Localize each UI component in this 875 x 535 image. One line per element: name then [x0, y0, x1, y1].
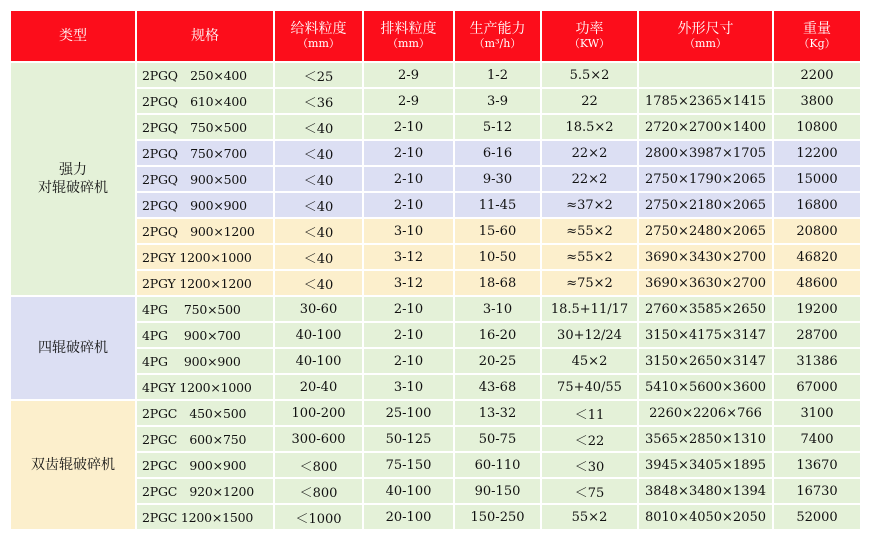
table-row	[11, 505, 860, 529]
dimensions-cell: 2750×2480×2065	[639, 219, 772, 243]
capacity-cell: 150-250	[455, 505, 540, 529]
capacity-cell: 11-45	[455, 193, 540, 217]
capacity-cell: 13-32	[455, 401, 540, 425]
model-cell: 2PGQ 250×400	[137, 63, 273, 87]
power-cell: 5.5×2	[542, 63, 637, 87]
feed-size-cell: 100-200	[275, 401, 362, 425]
capacity-cell: 1-2	[455, 63, 540, 87]
model-cell: 2PGC 920×1200	[137, 479, 273, 503]
feed-size-cell: ＜40	[275, 219, 362, 243]
feed-size-cell: ＜40	[275, 115, 362, 139]
dimensions-cell: 2800×3987×1705	[639, 141, 772, 165]
header-feed-size: 给料粒度 （mm）	[275, 11, 362, 61]
table-row	[11, 375, 860, 399]
capacity-cell: 6-16	[455, 141, 540, 165]
crusher-type-label: 对辊破碎机	[38, 180, 108, 196]
capacity-cell: 3-10	[455, 297, 540, 321]
power-cell: ≈37×2	[542, 193, 637, 217]
capacity-cell: 20-25	[455, 349, 540, 373]
weight-cell: 48600	[774, 271, 860, 295]
dimensions-cell: 3565×2850×1310	[639, 427, 772, 451]
header-power: 功率 （KW）	[542, 11, 637, 61]
weight-cell: 67000	[774, 375, 860, 399]
table-row	[11, 63, 860, 87]
model-cell: 2PGC 1200×1500	[137, 505, 273, 529]
feed-size-cell: ＜40	[275, 193, 362, 217]
power-cell: 22	[542, 89, 637, 113]
dimensions-cell	[639, 63, 772, 87]
discharge-size-cell: 2-10	[364, 115, 453, 139]
weight-cell: 13670	[774, 453, 860, 477]
power-cell: ≈55×2	[542, 245, 637, 269]
dimensions-cell: 3150×4175×3147	[639, 323, 772, 347]
weight-cell: 12200	[774, 141, 860, 165]
table-row	[11, 349, 860, 373]
feed-size-cell: ＜800	[275, 453, 362, 477]
power-cell: 18.5×2	[542, 115, 637, 139]
header-spec: 规格	[137, 11, 273, 61]
table-row	[11, 115, 860, 139]
feed-size-cell: 40-100	[275, 349, 362, 373]
weight-cell: 31386	[774, 349, 860, 373]
table-row	[11, 193, 860, 217]
header-row	[11, 11, 860, 61]
crusher-type-label: 四辊破碎机	[38, 340, 108, 356]
power-cell: ＜11	[542, 401, 637, 425]
dimensions-cell: 2750×2180×2065	[639, 193, 772, 217]
feed-size-cell: 30-60	[275, 297, 362, 321]
discharge-size-cell: 40-100	[364, 479, 453, 503]
table-row	[11, 219, 860, 243]
crusher-type-cell	[11, 401, 135, 529]
model-cell: 2PGQ 610×400	[137, 89, 273, 113]
weight-cell: 7400	[774, 427, 860, 451]
capacity-cell: 60-110	[455, 453, 540, 477]
discharge-size-cell: 50-125	[364, 427, 453, 451]
discharge-size-cell: 75-150	[364, 453, 453, 477]
table-row	[11, 297, 860, 321]
spec-table-container	[9, 9, 862, 531]
discharge-size-cell: 2-10	[364, 141, 453, 165]
feed-size-cell: ＜40	[275, 245, 362, 269]
capacity-cell: 43-68	[455, 375, 540, 399]
weight-cell: 20800	[774, 219, 860, 243]
power-cell: 55×2	[542, 505, 637, 529]
model-cell: 2PGY 1200×1200	[137, 271, 273, 295]
dimensions-cell: 1785×2365×1415	[639, 89, 772, 113]
power-cell: 18.5+11/17	[542, 297, 637, 321]
dimensions-cell: 3945×3405×1895	[639, 453, 772, 477]
table-row	[11, 271, 860, 295]
model-cell: 2PGQ 750×700	[137, 141, 273, 165]
power-cell: ＜75	[542, 479, 637, 503]
model-cell: 2PGQ 900×500	[137, 167, 273, 191]
capacity-cell: 5-12	[455, 115, 540, 139]
table-row	[11, 141, 860, 165]
capacity-cell: 18-68	[455, 271, 540, 295]
header-capacity: 生产能力 （m³/h）	[455, 11, 540, 61]
dimensions-cell: 3690×3630×2700	[639, 271, 772, 295]
table-row	[11, 479, 860, 503]
model-cell: 2PGQ 900×1200	[137, 219, 273, 243]
capacity-cell: 16-20	[455, 323, 540, 347]
feed-size-cell: ＜40	[275, 271, 362, 295]
dimensions-cell: 3690×3430×2700	[639, 245, 772, 269]
weight-cell: 16800	[774, 193, 860, 217]
table-row	[11, 401, 860, 425]
crusher-type-label: 双齿辊破碎机	[31, 457, 115, 473]
discharge-size-cell: 3-12	[364, 271, 453, 295]
discharge-size-cell: 3-10	[364, 375, 453, 399]
model-cell: 2PGQ 750×500	[137, 115, 273, 139]
table-row	[11, 89, 860, 113]
weight-cell: 15000	[774, 167, 860, 191]
dimensions-cell: 2760×3585×2650	[639, 297, 772, 321]
header-dimensions: 外形尺寸 （mm）	[639, 11, 772, 61]
power-cell: ＜22	[542, 427, 637, 451]
capacity-cell: 3-9	[455, 89, 540, 113]
discharge-size-cell: 2-10	[364, 323, 453, 347]
power-cell: 45×2	[542, 349, 637, 373]
table-row	[11, 245, 860, 269]
dimensions-cell: 5410×5600×3600	[639, 375, 772, 399]
dimensions-cell: 2720×2700×1400	[639, 115, 772, 139]
model-cell: 2PGC 600×750	[137, 427, 273, 451]
power-cell: 75+40/55	[542, 375, 637, 399]
header-discharge-size: 排料粒度 （mm）	[364, 11, 453, 61]
table-row	[11, 323, 860, 347]
weight-cell: 3800	[774, 89, 860, 113]
table-row	[11, 453, 860, 477]
crusher-type-cell	[11, 63, 135, 295]
model-cell: 2PGY 1200×1000	[137, 245, 273, 269]
feed-size-cell: ＜800	[275, 479, 362, 503]
power-cell: 30+12/24	[542, 323, 637, 347]
feed-size-cell: 20-40	[275, 375, 362, 399]
weight-cell: 2200	[774, 63, 860, 87]
feed-size-cell: ＜36	[275, 89, 362, 113]
feed-size-cell: 300-600	[275, 427, 362, 451]
crusher-type-label: 强力	[59, 162, 87, 178]
power-cell: 22×2	[542, 167, 637, 191]
capacity-cell: 9-30	[455, 167, 540, 191]
weight-cell: 10800	[774, 115, 860, 139]
dimensions-cell: 3848×3480×1394	[639, 479, 772, 503]
dimensions-cell: 2260×2206×766	[639, 401, 772, 425]
weight-cell: 16730	[774, 479, 860, 503]
model-cell: 4PGY 1200×1000	[137, 375, 273, 399]
model-cell: 4PG 750×500	[137, 297, 273, 321]
discharge-size-cell: 2-9	[364, 63, 453, 87]
feed-size-cell: ＜40	[275, 167, 362, 191]
crusher-spec-table	[9, 9, 862, 531]
table-row	[11, 427, 860, 451]
capacity-cell: 90-150	[455, 479, 540, 503]
dimensions-cell: 2750×1790×2065	[639, 167, 772, 191]
model-cell: 2PGC 450×500	[137, 401, 273, 425]
power-cell: ＜30	[542, 453, 637, 477]
model-cell: 2PGC 900×900	[137, 453, 273, 477]
discharge-size-cell: 2-10	[364, 167, 453, 191]
model-cell: 2PGQ 900×900	[137, 193, 273, 217]
discharge-size-cell: 2-10	[364, 297, 453, 321]
header-weight: 重量 （Kg）	[774, 11, 860, 61]
discharge-size-cell: 2-10	[364, 349, 453, 373]
weight-cell: 46820	[774, 245, 860, 269]
discharge-size-cell: 2-10	[364, 193, 453, 217]
capacity-cell: 10-50	[455, 245, 540, 269]
crusher-type-cell	[11, 297, 135, 399]
weight-cell: 3100	[774, 401, 860, 425]
model-cell: 4PG 900×900	[137, 349, 273, 373]
discharge-size-cell: 3-12	[364, 245, 453, 269]
feed-size-cell: ＜40	[275, 141, 362, 165]
feed-size-cell: ＜25	[275, 63, 362, 87]
discharge-size-cell: 20-100	[364, 505, 453, 529]
discharge-size-cell: 25-100	[364, 401, 453, 425]
model-cell: 4PG 900×700	[137, 323, 273, 347]
capacity-cell: 15-60	[455, 219, 540, 243]
feed-size-cell: 40-100	[275, 323, 362, 347]
discharge-size-cell: 3-10	[364, 219, 453, 243]
dimensions-cell: 3150×2650×3147	[639, 349, 772, 373]
dimensions-cell: 8010×4050×2050	[639, 505, 772, 529]
power-cell: ≈75×2	[542, 271, 637, 295]
table-body	[11, 63, 860, 529]
table-row	[11, 167, 860, 191]
weight-cell: 28700	[774, 323, 860, 347]
discharge-size-cell: 2-9	[364, 89, 453, 113]
power-cell: 22×2	[542, 141, 637, 165]
weight-cell: 19200	[774, 297, 860, 321]
weight-cell: 52000	[774, 505, 860, 529]
power-cell: ≈55×2	[542, 219, 637, 243]
feed-size-cell: ＜1000	[275, 505, 362, 529]
header-type: 类型	[11, 11, 135, 61]
capacity-cell: 50-75	[455, 427, 540, 451]
